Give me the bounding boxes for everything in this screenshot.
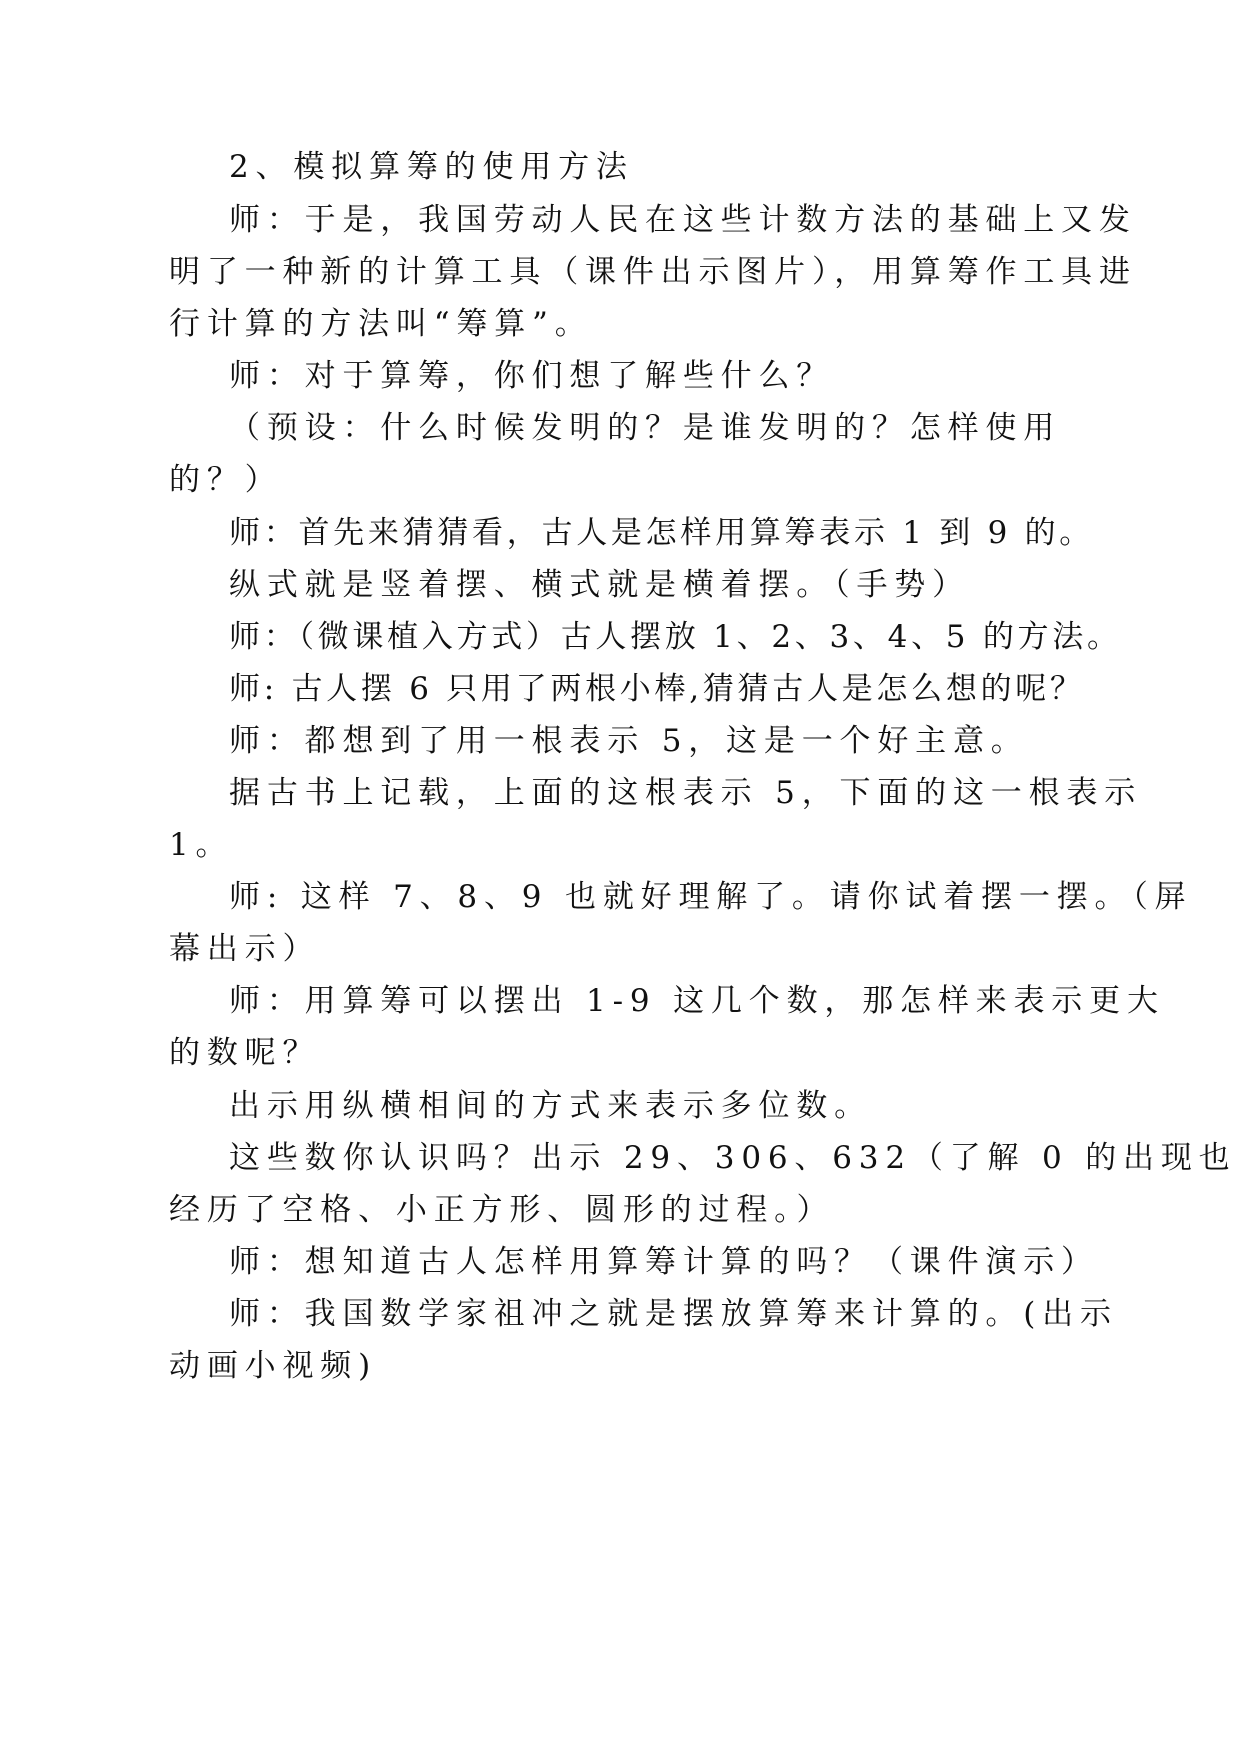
paragraph-line: 师：我国数学家祖冲之就是摆放算筹来计算的。(出示 (229, 1296, 1118, 1332)
paragraph-line: 据古书上记载，上面的这根表示 5，下面的这一根表示 (229, 775, 1143, 811)
section-heading: 2、模拟算筹的使用方法 (229, 149, 634, 185)
paragraph-line: （预设：什么时候发明的？是谁发明的？怎样使用 (229, 410, 1062, 446)
paragraph-line: 师：对于算筹，你们想了解些什么？ (229, 358, 835, 394)
paragraph-line: 师: 古人摆 6 只用了两根小棒,猜猜古人是怎么想的呢？ (229, 671, 1085, 707)
paragraph-line: 经历了空格、小正方形、圆形的过程。） (169, 1192, 835, 1228)
paragraph-line: 师: 这样 7、8、9 也就好理解了。请你试着摆一摆。（屏 (229, 879, 1193, 915)
paragraph-line: 行计算的方法叫“筹算”。 (169, 306, 593, 342)
paragraph-line: 出示用纵横相间的方式来表示多位数。 (229, 1088, 872, 1124)
paragraph-line: 幕出示） (169, 931, 321, 967)
paragraph-line: 师：都想到了用一根表示 5，这是一个好主意。 (229, 723, 1029, 759)
paragraph-line: 的数呢？ (169, 1035, 321, 1071)
paragraph-line: 这些数你认识吗？出示 29、306、632（了解 0 的出现也 (229, 1140, 1237, 1176)
paragraph-line: 动画小视频) (169, 1348, 378, 1384)
paragraph-line: 师：首先来猜猜看，古人是怎样用算筹表示 1 到 9 的。 (229, 515, 1095, 551)
paragraph-line: 师：想知道古人怎样用算筹计算的吗？（课件演示） (229, 1244, 1099, 1280)
paragraph-line: 师：于是，我国劳动人民在这些计数方法的基础上又发 (229, 202, 1137, 238)
paragraph-line: 师：用算筹可以摆出 1-9 这几个数，那怎样来表示更大 (229, 983, 1165, 1019)
paragraph-line: 纵式就是竖着摆、横式就是横着摆。（手势） (229, 567, 970, 603)
paragraph-line: 师：（微课植入方式）古人摆放 1、2、3、4、5 的方法。 (229, 619, 1122, 655)
paragraph-line: 的？） (169, 462, 283, 498)
paragraph-line: 1。 (169, 827, 234, 863)
paragraph-line: 明了一种新的计算工具（课件出示图片），用算筹作工具进 (169, 254, 1137, 290)
